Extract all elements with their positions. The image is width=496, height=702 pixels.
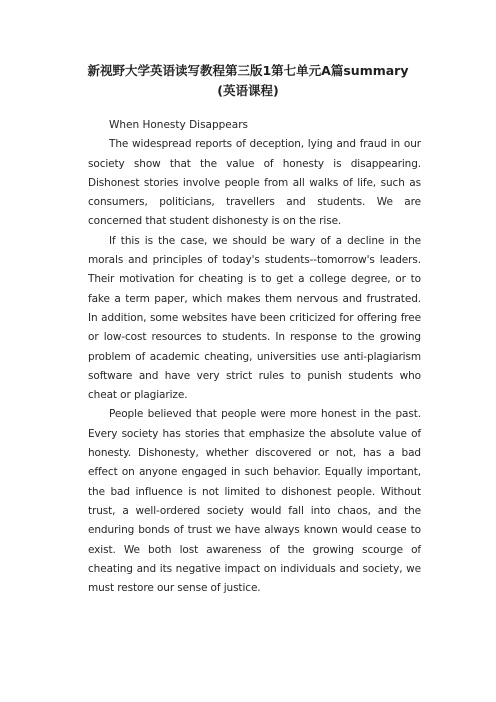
document-title: 新视野大学英语读写教程第三版1第七单元A篇summary: [87, 63, 409, 78]
document-body: [88, 116, 421, 598]
paragraph-2: If this is the case, we should be wary of a decline in the morals and principles of today's students--tomorrow's leaders. Their motivation for cheating is to get a college degree, or to fake a term paper, which makes them nervous and frustrated. In addition, some websites have been criticized for offering free or low-cost resources to students. In response to the growing problem of academic cheating, universities use anti-plagiarism software and have very strict rules to punish students who cheat or plagiarize.: [88, 234, 421, 402]
article-heading: When Honesty Disappears: [109, 119, 248, 131]
document-subtitle: (英语课程): [217, 83, 279, 98]
paragraph-1: The widespread reports of deception, lying and fraud in our society show that the value of honesty is disappearing. Dishonest stories involve people from all walks of life, such as consumers, politicians, travellers and students. We are concerned that student dishonesty is on the rise.: [88, 138, 421, 228]
paragraph-3: People believed that people were more honest in the past. Every society has stories that emphasize the absolute value of honesty. Dishonesty, whether discovered or not, has a bad effect on anyone engaged in such behavior. Equally important, the bad influence is not limited to dishonest people. Without trust, a well-ordered society would fall into chaos, and the enduring bonds of trust we have always known would cease to exist. We both lost awareness of the growing scourge of cheating and its negative impact on individuals and society, we must restore our sense of justice.: [88, 408, 421, 595]
